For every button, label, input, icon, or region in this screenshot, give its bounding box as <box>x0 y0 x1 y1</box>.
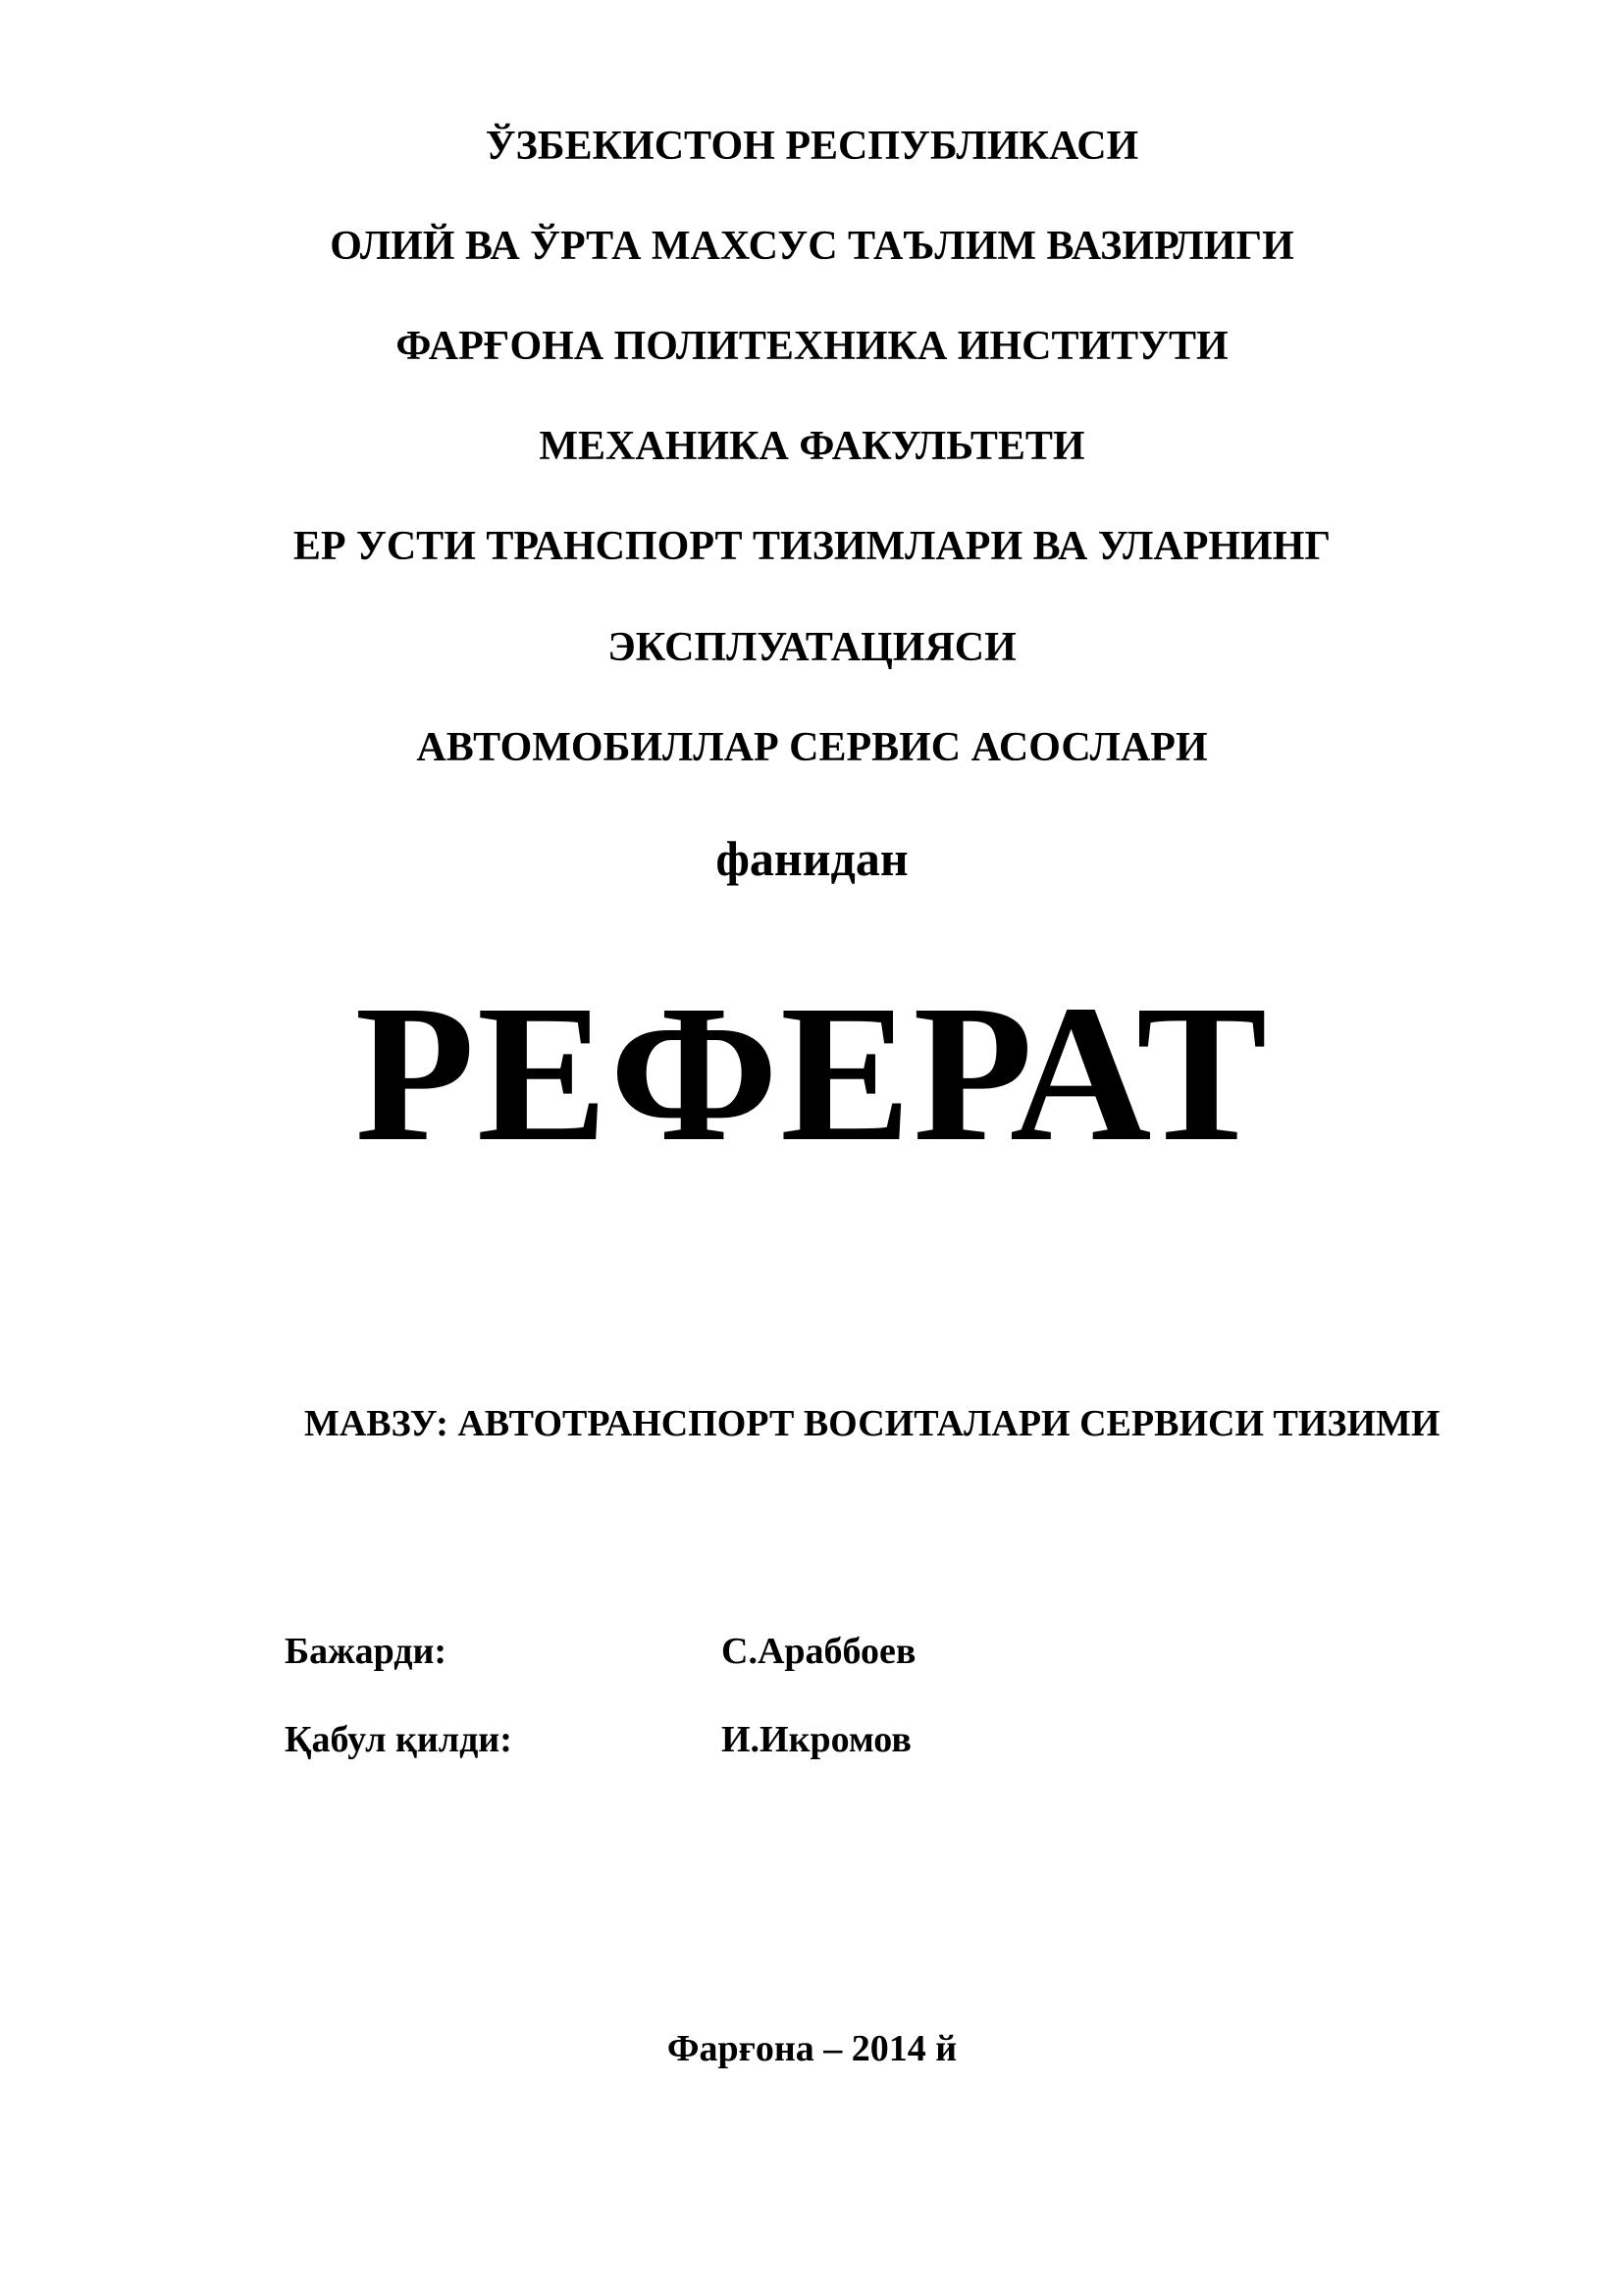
ministry-heading: ОЛИЙ ВА ЎРТА МАХСУС ТАЪЛИМ ВАЗИРЛИГИ <box>330 224 1294 269</box>
accepted-by-name: И.Икромов <box>721 1719 912 1760</box>
performed-by-label: Бажарди: <box>285 1631 447 1672</box>
faculty-heading: МЕХАНИКА ФАКУЛЬТЕТИ <box>539 424 1085 469</box>
document-title: РЕФЕРАТ <box>354 965 1270 1182</box>
subject-suffix: фанидан <box>715 831 909 886</box>
subject-heading: АВТОМОБИЛЛАР СЕРВИС АСОСЛАРИ <box>416 725 1208 770</box>
country-heading: ЎЗБЕКИСТОН РЕСПУБЛИКАСИ <box>485 124 1139 169</box>
institute-heading: ФАРҒОНА ПОЛИТЕХНИКА ИНСТИТУТИ <box>395 324 1229 369</box>
accepted-by-row <box>0 1717 1624 1766</box>
department-heading-line1: ЕР УСТИ ТРАНСПОРТ ТИЗИМЛАРИ ВА УЛАРНИНГ <box>292 524 1332 569</box>
topic-line: МАВЗУ: АВТОТРАНСПОРТ ВОСИТАЛАРИ СЕРВИСИ ТИЗИМИ <box>304 1403 1441 1444</box>
performed-by-name: С.Араббоев <box>721 1631 917 1672</box>
department-heading-line2: ЭКСПЛУАТАЦИЯСИ <box>607 625 1017 670</box>
place-and-year: Фарғона – 2014 й <box>666 2028 958 2069</box>
performed-by-row <box>0 1629 1624 1678</box>
accepted-by-label: Қабул қилди: <box>285 1719 512 1760</box>
